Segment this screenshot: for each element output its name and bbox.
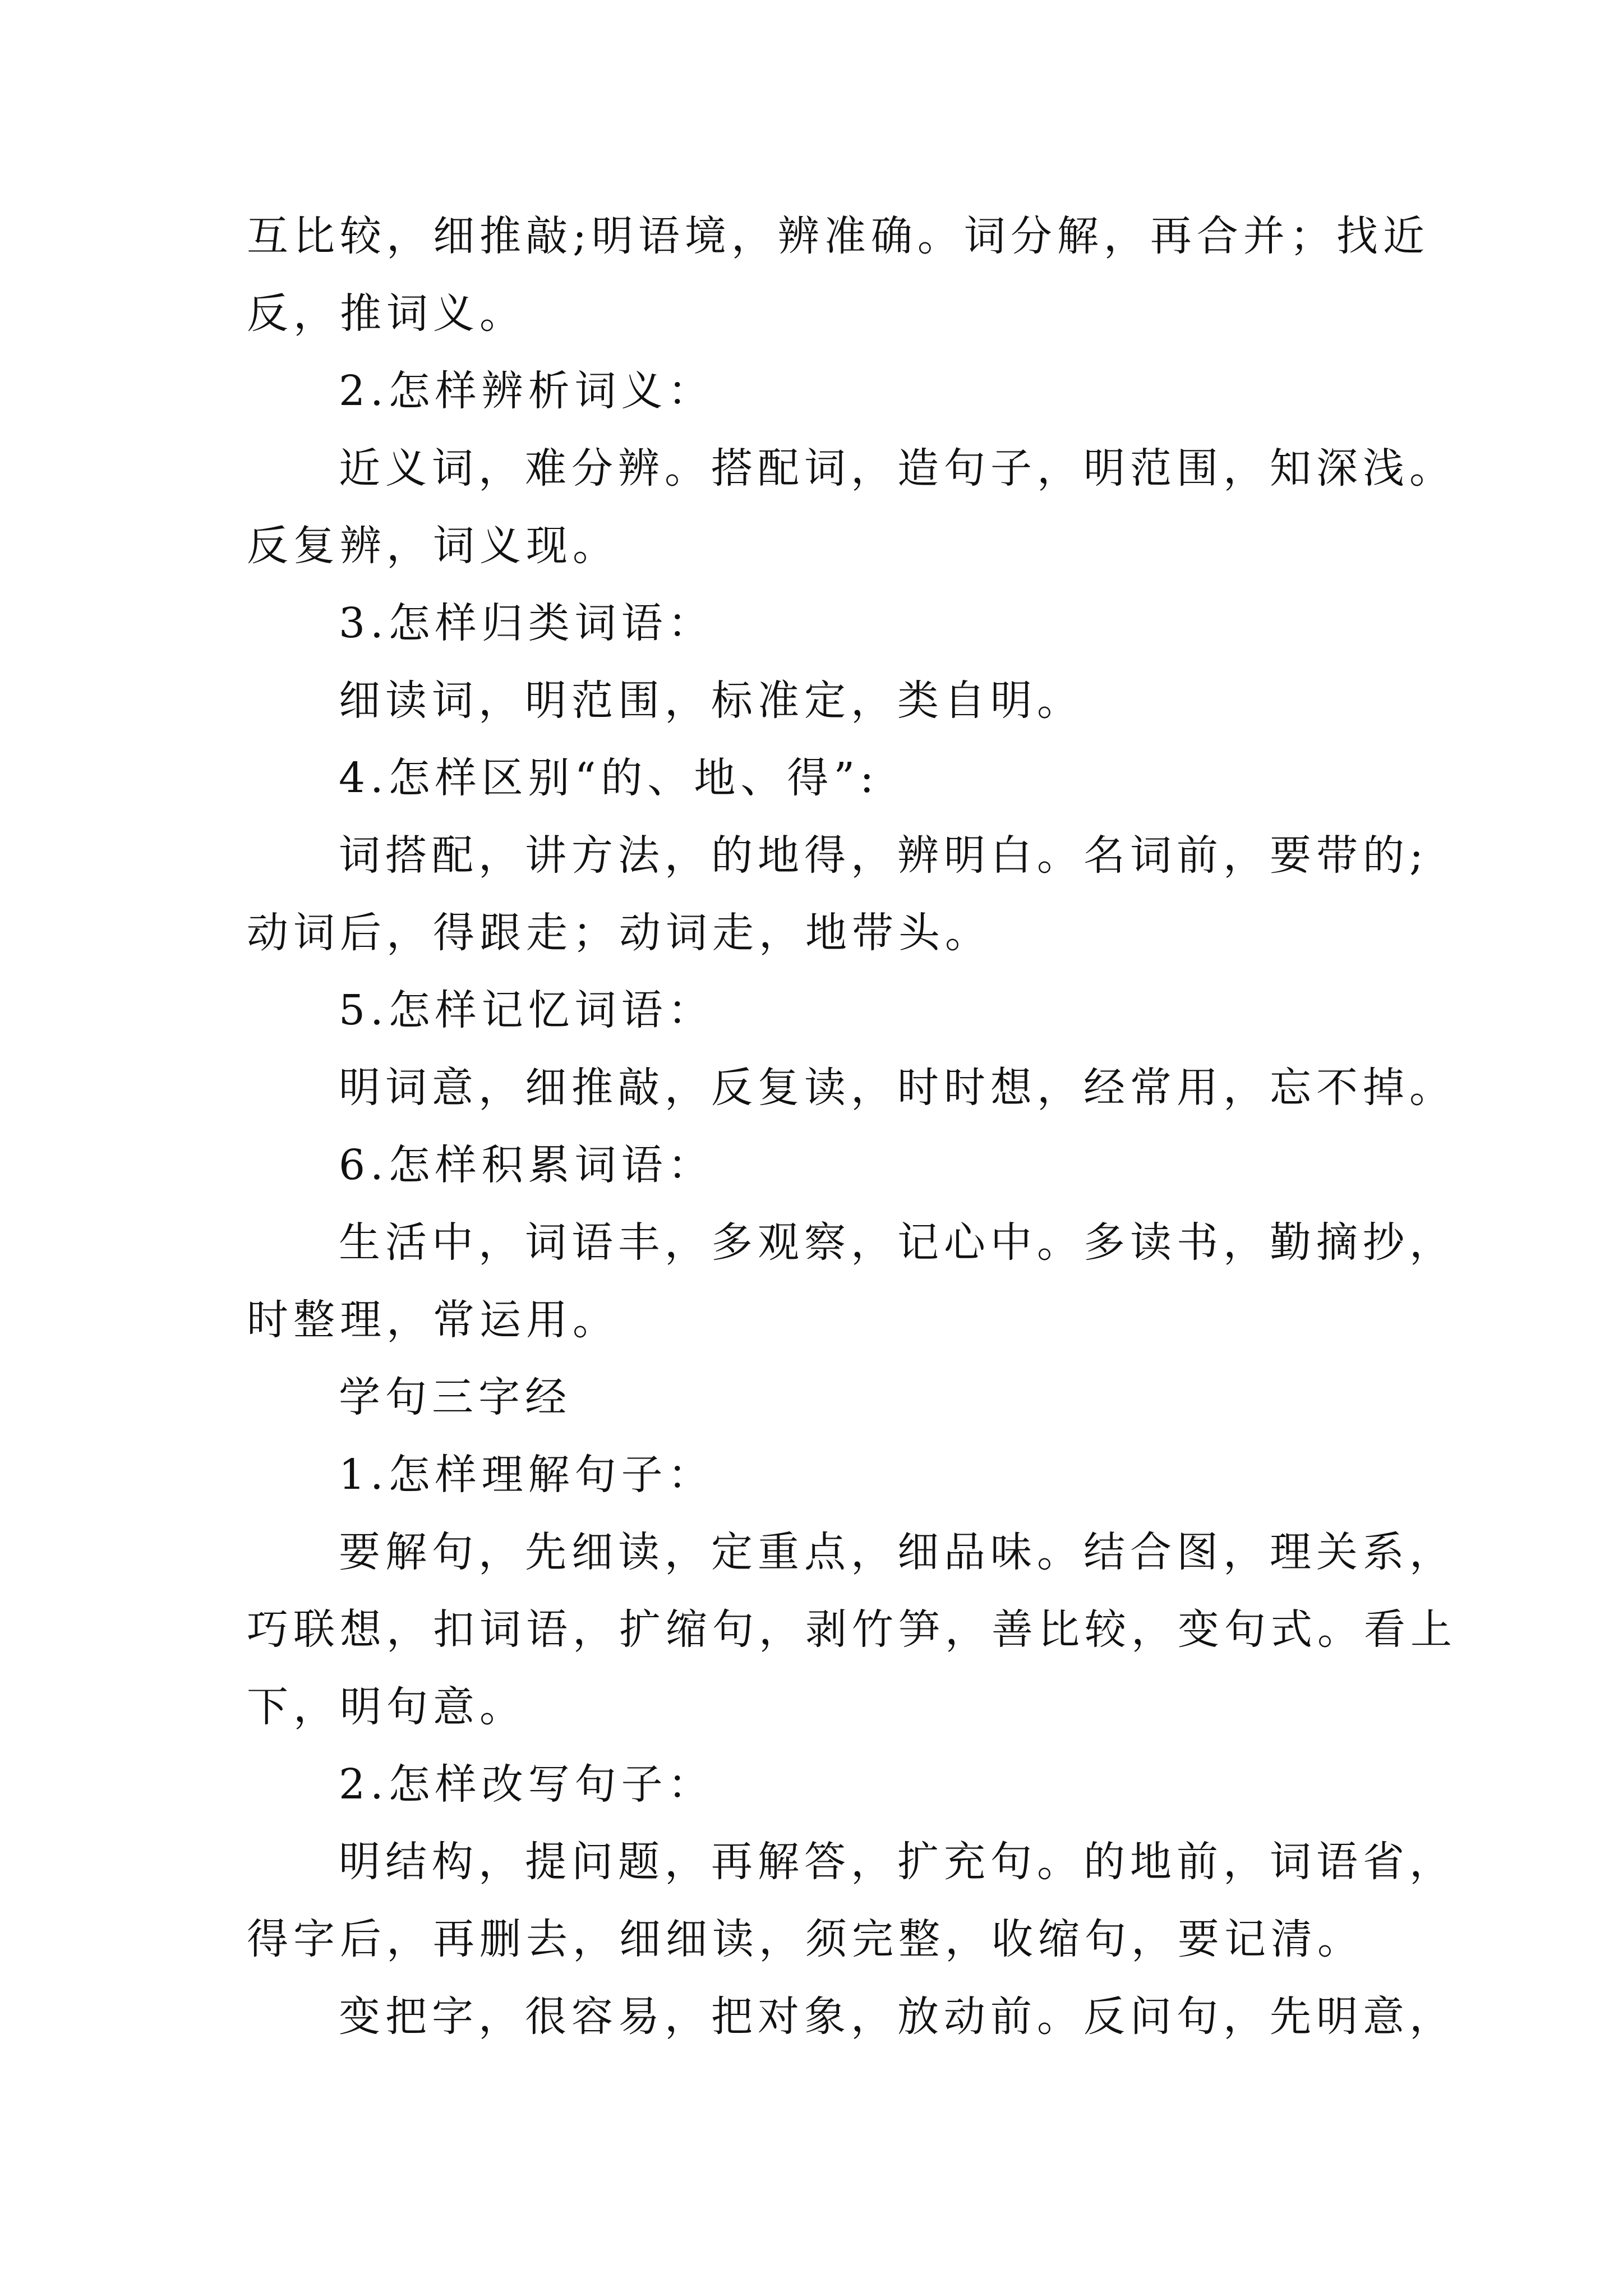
section-heading: 4.怎样区别“的、地、得”: xyxy=(339,754,879,802)
paragraph-line: 明词意，细推敲，反复读，时时想，经常用，忘不掉。 xyxy=(339,1064,1456,1112)
section-heading: 2.怎样辨析词义： xyxy=(339,367,714,415)
section-heading: 6.怎样积累词语： xyxy=(339,1141,714,1189)
paragraph-line: 变把字，很容易，把对象，放动前。反问句，先明意， xyxy=(339,1993,1456,2041)
text-line-continuation: 反，推词义。 xyxy=(247,289,526,338)
paragraph-line: 明结构，提问题，再解答，扩充句。的地前，词语省， xyxy=(339,1838,1456,1886)
text-line-continuation: 得字后，再删去，细细读，须完整，收缩句，要记清。 xyxy=(247,1915,1364,1963)
text-line-continuation: 巧联想，扣词语，扩缩句，剥竹笋，善比较，变句式。看上 xyxy=(247,1605,1457,1654)
text-line-continuation: 时整理，常运用。 xyxy=(247,1296,619,1344)
paragraph-line: 词搭配，讲方法，的地得，辨明白。名词前，要带的; xyxy=(339,831,1428,880)
section-heading: 3.怎样归类词语： xyxy=(339,599,714,647)
section-heading: 1.怎样理解句子： xyxy=(339,1451,714,1499)
body-text xyxy=(247,197,1457,2055)
paragraph-line: 近义词，难分辨。搭配词，造句子，明范围，知深浅。 xyxy=(339,444,1456,493)
text-line-continuation: 反复辨，词义现。 xyxy=(247,522,619,570)
section-heading: 5.怎样记忆词语： xyxy=(339,986,714,1034)
paragraph-line: 要解句，先细读，定重点，细品味。结合图，理关系， xyxy=(339,1528,1456,1576)
text-line-continuation: 动词后，得跟走；动词走，地带头。 xyxy=(247,909,992,957)
section-heading: 2.怎样改写句子： xyxy=(339,1760,714,1809)
paragraph-line: 生活中，词语丰，多观察，记心中。多读书，勤摘抄， xyxy=(339,1218,1456,1267)
paragraph-line: 细读词，明范围，标准定，类自明。 xyxy=(339,677,1083,725)
text-line-continuation: 互比较，细推敲;明语境，辨准确。词分解，再合并；找近 xyxy=(247,212,1430,260)
text-line-continuation: 下，明句意。 xyxy=(247,1683,526,1731)
chapter-title: 学句三字经 xyxy=(339,1373,571,1421)
